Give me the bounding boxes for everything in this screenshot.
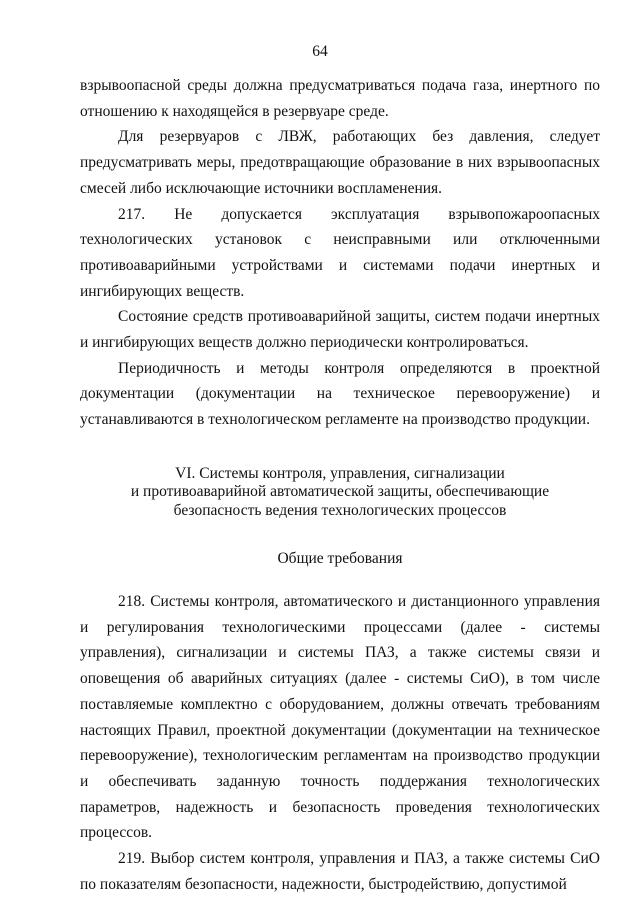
section-heading-line: и противоаварийной автоматической защиты, обеспечивающие [130,483,550,501]
section-heading-line: безопасность ведения технологических процессов [173,501,507,519]
page-number: 64 [312,43,328,60]
page-content [80,73,600,897]
section-heading-line: VI. Системы контроля, управления, сигнализации [175,464,505,482]
section-heading [80,465,600,521]
paragraph-217: 217. Не допускается эксплуатация взрывопожароопасных технологических установок с неисправными или отключенными противоаварийными устройствами и системами подачи инертных и ингибирующих веществ. [80,205,600,300]
paragraph-219: 219. Выбор систем контроля, управления и ПАЗ, а также системы СиО по показателям безопасности, надежности, быстродействию, допустимой [80,850,600,893]
paragraph-control-periodicity: Периодичность и методы контроля определяются в проектной документации (документации на техническое перевооружение) и устанавливаются в технологическом регламенте на производство продукции. [80,359,600,429]
subsection-heading: Общие требования [277,550,403,568]
paragraph-continued: взрывоопасной среды должна предусматриваться подача газа, инертного по отношению к находящейся в резервуаре среде. [80,77,600,120]
paragraph-tanks: Для резервуаров с ЛВЖ, работающих без давления, следует предусматривать меры, предотвращающие образование в них взрывоопасных смесей либо исключающие источники воспламенения. [80,128,600,197]
paragraph-218: 218. Системы контроля, автоматического и дистанционного управления и регулирования технологическими процессами (далее - системы управления), сигнализации и системы ПАЗ, а также системы связи и оповещения об аварийных ситуациях (далее - системы СиО), в том числе поставляемые комплектно с оборудованием, должны отвечать требованиям настоящих Правил, проектной документации (документации на техническое перевооружение), технологическим регламентам на производство продукции и обеспечивать заданную точность поддержания технологических параметров, надежность и безопасность проведения технологических процессов. [80,593,600,842]
paragraph-protection-state: Состояние средств противоаварийной защиты, систем подачи инертных и ингибирующих веществ должно периодически контролироваться. [80,308,600,352]
